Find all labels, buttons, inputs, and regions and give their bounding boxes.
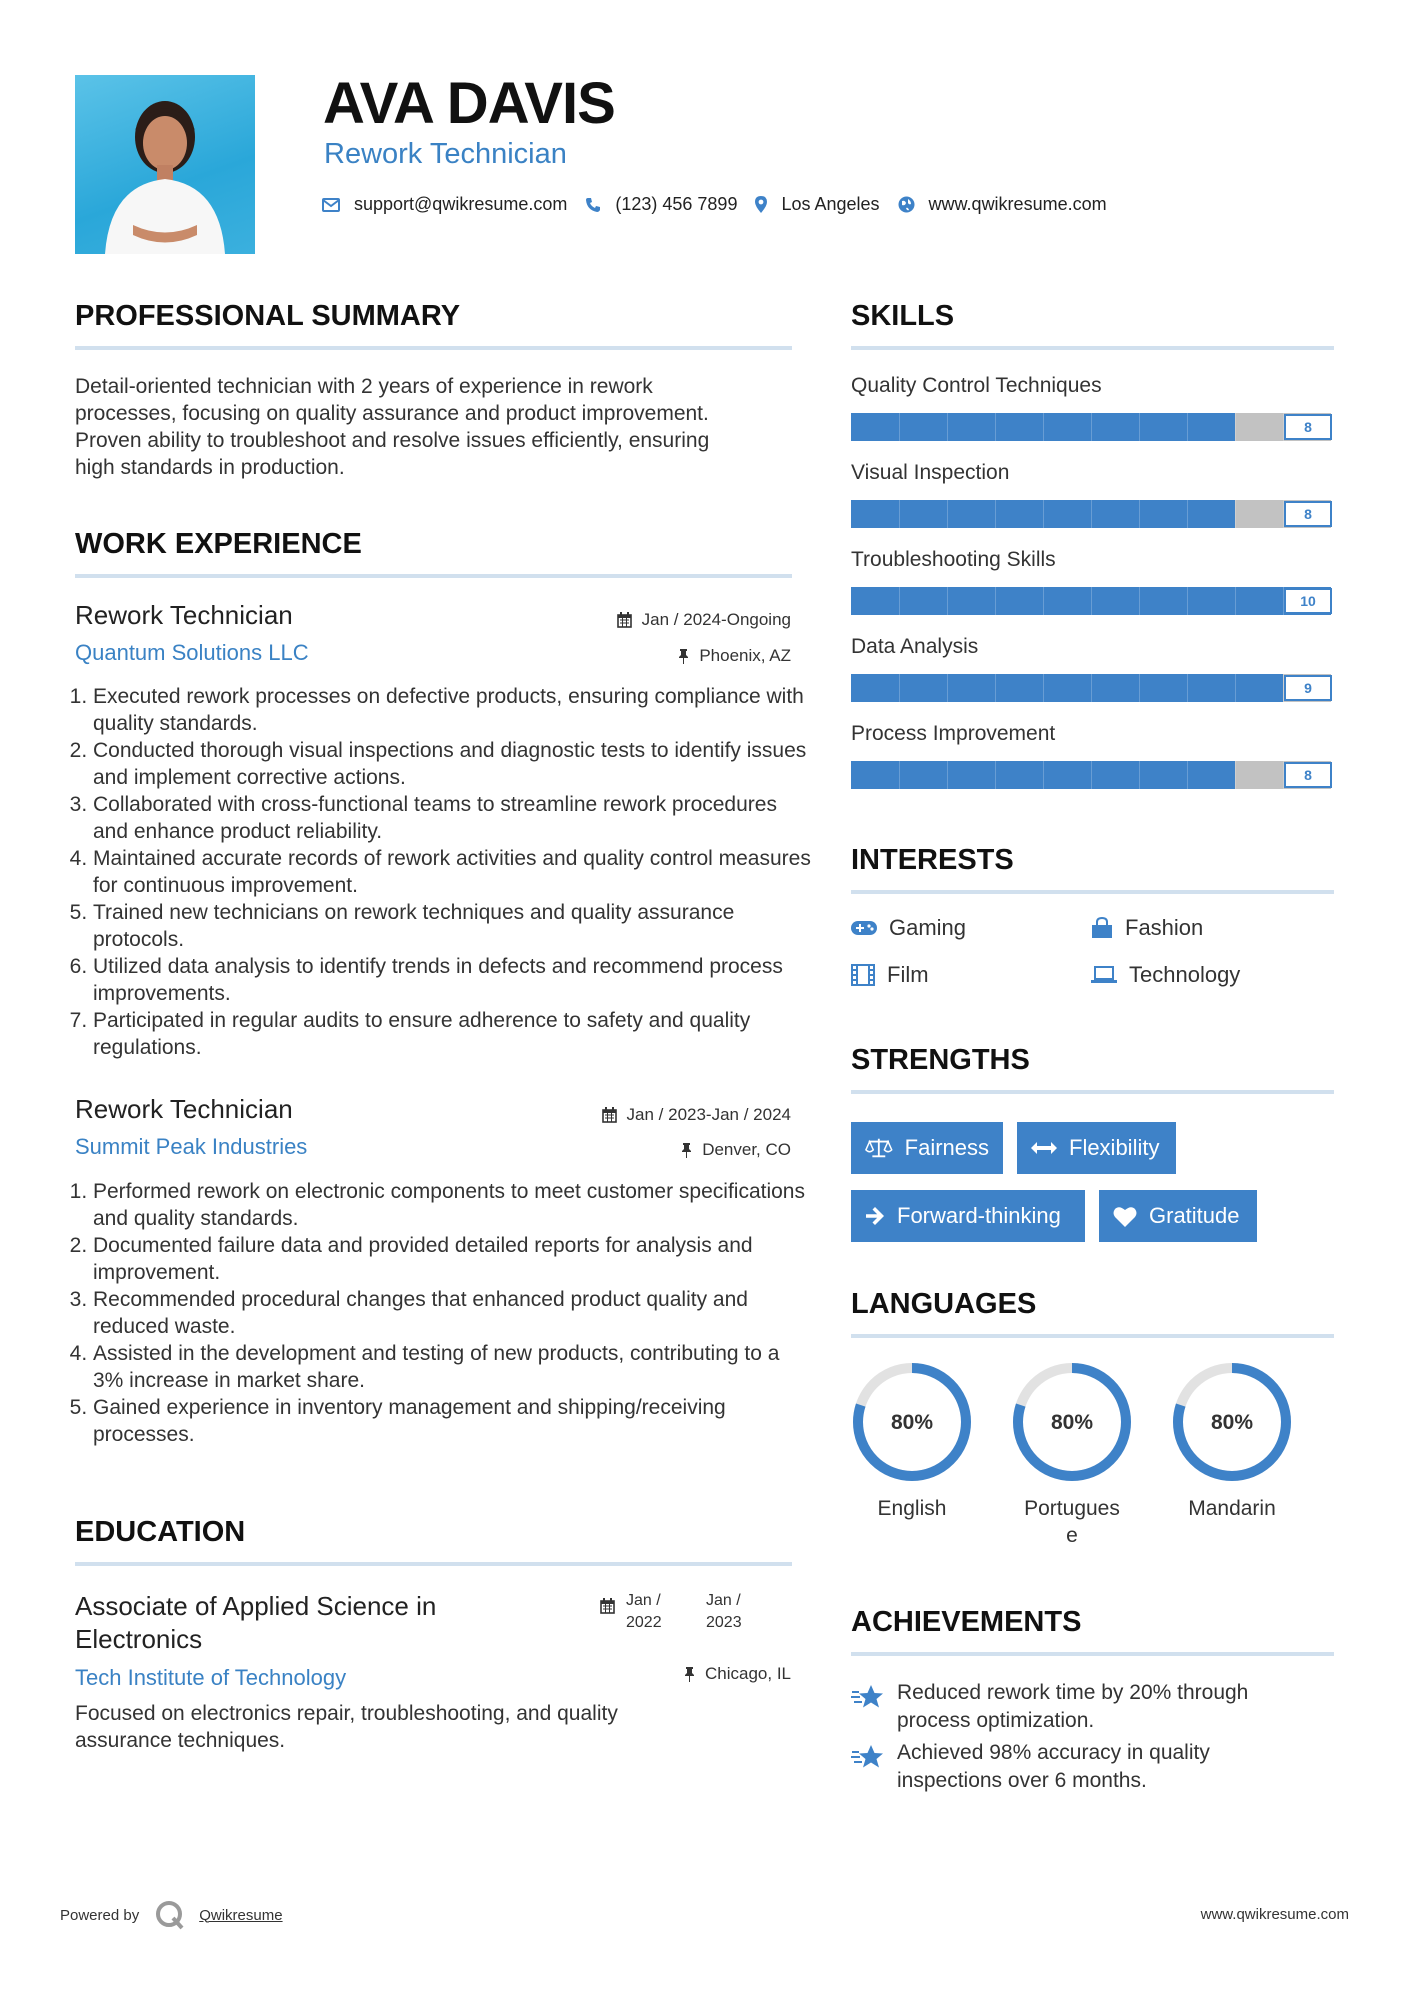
contact-bar (322, 194, 1125, 215)
balance-scale-icon (865, 1137, 893, 1159)
skill-bar-segment (1235, 500, 1236, 528)
pushpin-icon (684, 1667, 695, 1682)
email-text: support@qwikresume.com (354, 194, 568, 214)
arrows-horizontal-icon (1031, 1142, 1057, 1154)
list-item: 2. Conducted thorough visual inspections and diagnostic tests to identify issues and implement corrective actions. (93, 737, 813, 791)
summary-text (75, 373, 709, 481)
skill-bar-segment (1187, 413, 1188, 441)
languages-rule (851, 1334, 1334, 1338)
laptop-icon (1091, 966, 1117, 984)
job-location (678, 646, 791, 666)
interest-label: Technology (1129, 962, 1241, 987)
skill-bar-segment (947, 500, 948, 528)
achievement-text (897, 1679, 1248, 1735)
achievements-rule (851, 1652, 1334, 1656)
skill-bar-segment (1091, 761, 1092, 789)
contact-website[interactable] (898, 194, 1107, 215)
education-location (684, 1664, 791, 1684)
education-rule (75, 1562, 792, 1566)
strength-tag (851, 1122, 1003, 1174)
achievement-item (851, 1739, 1331, 1795)
phone-text: (123) 456 7899 (615, 194, 738, 214)
interest-item (851, 962, 929, 988)
skill-bar-segment (899, 500, 900, 528)
person-portrait-icon (75, 75, 255, 254)
summary-line: high standards in production. (75, 456, 345, 479)
location-text: Los Angeles (781, 194, 880, 214)
education-calendar (600, 1598, 615, 1619)
pushpin-icon (681, 1143, 692, 1158)
strength-tag (1017, 1122, 1176, 1174)
achievement-item (851, 1679, 1331, 1735)
interest-label: Fashion (1125, 915, 1204, 940)
skill-bar-segment (1139, 761, 1140, 789)
education-desc-line: Focused on electronics repair, troubleshooting, and quality (75, 1702, 618, 1725)
website-text: www.qwikresume.com (928, 194, 1107, 214)
interests-heading: INTERESTS (851, 844, 1014, 876)
education-start-month: Jan / (626, 1592, 661, 1609)
footer-website[interactable]: www.qwikresume.com (1200, 1906, 1349, 1923)
language-name-line: e (1066, 1524, 1078, 1547)
job-date (602, 1105, 791, 1125)
skill-level-badge: 8 (1284, 414, 1332, 440)
contact-location (755, 194, 879, 215)
education-location-text: Chicago, IL (705, 1664, 791, 1683)
skill-level-badge: 9 (1284, 675, 1332, 701)
education-description (75, 1700, 618, 1754)
job-responsibilities (75, 1178, 813, 1448)
company-name: Quantum Solutions LLC (75, 640, 309, 665)
school-name: Tech Institute of Technology (75, 1665, 347, 1690)
calendar-icon (617, 612, 632, 628)
star-speed-icon (851, 1743, 885, 1771)
skills-heading: SKILLS (851, 300, 955, 332)
language-name (1172, 1495, 1292, 1522)
language-progress-ring (1169, 1359, 1295, 1485)
interest-item (1091, 915, 1203, 941)
arrow-right-icon (865, 1206, 885, 1226)
skill-bar-segment (899, 674, 900, 702)
list-item: 4. Assisted in the development and testing of new products, contributing to a 3% increase in market share. (93, 1340, 813, 1394)
education-start-year: 2022 (626, 1614, 662, 1631)
degree-line: Associate of Applied Science in (75, 1591, 437, 1621)
pushpin-icon (678, 649, 689, 664)
skill-bar-segment (1091, 674, 1092, 702)
summary-rule (75, 346, 792, 350)
strength-label: Flexibility (1069, 1135, 1160, 1160)
education-heading: EDUCATION (75, 1516, 246, 1548)
skill-bar-segment (1091, 413, 1092, 441)
strength-label: Fairness (904, 1135, 989, 1160)
interest-label: Film (887, 962, 929, 987)
skill-name: Visual Inspection (851, 461, 1010, 484)
list-item: 3. Recommended procedural changes that enhanced product quality and reduced waste. (93, 1286, 813, 1340)
experience-heading: WORK EXPERIENCE (75, 528, 362, 560)
language-percent: 80% (1050, 1411, 1094, 1434)
language-name-line: English (877, 1497, 947, 1520)
calendar-icon (602, 1107, 617, 1123)
star-speed-icon (851, 1683, 885, 1711)
skill-bar-segment (995, 761, 996, 789)
education-start-date (626, 1590, 662, 1634)
list-item: 1. Performed rework on electronic components to meet customer specifications and quality standards. (93, 1178, 813, 1232)
skill-bar-segment (1187, 761, 1188, 789)
skill-bar (851, 500, 1331, 528)
strengths-rule (851, 1090, 1334, 1094)
education-end-date (706, 1590, 742, 1634)
strength-label: Forward-thinking (897, 1203, 1061, 1228)
language-percent: 80% (1210, 1411, 1254, 1434)
achievement-line: process optimization. (897, 1709, 1095, 1732)
skill-bar (851, 413, 1331, 441)
language-percent: 80% (890, 1411, 934, 1434)
list-item: 4. Maintained accurate records of rework activities and quality control measures for continuous improvement. (93, 845, 813, 899)
skill-level-badge: 8 (1284, 501, 1332, 527)
skill-bar-segment (947, 413, 948, 441)
education-desc-line: assurance techniques. (75, 1729, 286, 1752)
achievement-line: Achieved 98% accuracy in quality (897, 1741, 1210, 1764)
languages-heading: LANGUAGES (851, 1288, 1037, 1320)
qwikresume-logo-icon (155, 1900, 185, 1930)
contact-email[interactable] (322, 194, 567, 215)
skill-name: Data Analysis (851, 635, 979, 658)
contact-phone[interactable] (585, 194, 737, 215)
interests-rule (851, 890, 1334, 894)
skill-bar-segment (995, 413, 996, 441)
job-location (681, 1140, 791, 1160)
list-item: 3. Collaborated with cross-functional teams to streamline rework procedures and enhance product reliability. (93, 791, 813, 845)
skill-bar-segment (1139, 413, 1140, 441)
job-responsibilities (75, 683, 813, 1061)
skill-bar-segment (1187, 587, 1188, 615)
education-end-year: 2023 (706, 1614, 742, 1631)
skill-bar-fill (851, 674, 1283, 702)
skill-bar-segment (1187, 674, 1188, 702)
achievements-heading: ACHIEVEMENTS (851, 1606, 1082, 1638)
skill-name: Process Improvement (851, 722, 1056, 745)
skill-level-badge: 8 (1284, 762, 1332, 788)
candidate-role: Rework Technician (324, 138, 567, 170)
language-progress-ring (1009, 1359, 1135, 1485)
calendar-icon (600, 1598, 615, 1614)
language-name (852, 1495, 972, 1522)
language-progress-ring (849, 1359, 975, 1485)
skill-bar-segment (1091, 587, 1092, 615)
job-date-text: Jan / 2023-Jan / 2024 (626, 1105, 791, 1124)
skill-bar-segment (899, 761, 900, 789)
job-title: Rework Technician (75, 1094, 293, 1124)
footer-powered-by (60, 1900, 283, 1930)
profile-photo (75, 75, 255, 254)
skill-bar-segment (1043, 761, 1044, 789)
list-item: 1. Executed rework processes on defective products, ensuring compliance with quality standards. (93, 683, 813, 737)
education-end-month: Jan / (706, 1592, 741, 1609)
skill-bar-segment (995, 674, 996, 702)
skill-bar-segment (947, 587, 948, 615)
film-icon (851, 964, 875, 986)
degree-line: Electronics (75, 1624, 203, 1654)
strength-tag (1099, 1190, 1257, 1242)
experience-rule (75, 574, 792, 578)
list-item: 5. Trained new technicians on rework techniques and quality assurance protocols. (93, 899, 813, 953)
skill-bar (851, 761, 1331, 789)
strength-tag (851, 1190, 1085, 1242)
skill-name: Troubleshooting Skills (851, 548, 1056, 571)
skill-bar (851, 587, 1331, 615)
skill-bar-segment (899, 587, 900, 615)
brand-link[interactable]: Qwikresume (199, 1906, 283, 1924)
candidate-name: AVA DAVIS (323, 71, 615, 136)
achievement-text (897, 1739, 1210, 1795)
summary-line: Proven ability to troubleshoot and resolve issues efficiently, ensuring (75, 429, 710, 452)
skill-bar-segment (1043, 674, 1044, 702)
skill-bar-segment (1043, 587, 1044, 615)
job-title: Rework Technician (75, 600, 293, 630)
job-date (617, 610, 791, 630)
achievement-line: inspections over 6 months. (897, 1769, 1147, 1792)
skill-bar-segment (1091, 500, 1092, 528)
list-item: 2. Documented failure data and provided detailed reports for analysis and improvement. (93, 1232, 813, 1286)
language-name-line: Mandarin (1188, 1497, 1276, 1520)
skill-name: Quality Control Techniques (851, 374, 1102, 397)
job-location-text: Phoenix, AZ (699, 646, 791, 665)
skill-bar-segment (995, 500, 996, 528)
language-ring (1009, 1359, 1135, 1490)
summary-heading: PROFESSIONAL SUMMARY (75, 300, 461, 332)
list-item: 7. Participated in regular audits to ensure adherence to safety and quality regulations. (93, 1007, 813, 1061)
list-item: 5. Gained experience in inventory management and shipping/receiving processes. (93, 1394, 813, 1448)
interest-item (1091, 962, 1240, 988)
language-name (1012, 1495, 1132, 1549)
job-location-text: Denver, CO (702, 1140, 791, 1159)
powered-by-text: Powered by (60, 1906, 140, 1924)
shopping-bag-icon (1091, 917, 1113, 939)
skill-bar-segment (1043, 500, 1044, 528)
job-date-text: Jan / 2024-Ongoing (641, 610, 791, 629)
company-name: Summit Peak Industries (75, 1134, 308, 1159)
skill-bar-segment (1139, 500, 1140, 528)
skill-bar-segment (1139, 674, 1140, 702)
strengths-heading: STRENGTHS (851, 1044, 1030, 1076)
summary-line: processes, focusing on quality assurance and product improvement. (75, 402, 709, 425)
globe-icon (898, 196, 915, 213)
heart-icon (1113, 1206, 1137, 1227)
skill-bar-segment (947, 674, 948, 702)
skill-bar (851, 674, 1331, 702)
skill-bar-segment (1235, 674, 1236, 702)
skill-level-badge: 10 (1284, 588, 1332, 614)
degree-title (75, 1590, 436, 1656)
summary-line: Detail-oriented technician with 2 years of experience in rework (75, 375, 653, 398)
skill-bar-segment (1235, 761, 1236, 789)
phone-icon (585, 197, 601, 213)
skill-bar-segment (1235, 587, 1236, 615)
language-name-line: Portugues (1024, 1497, 1120, 1520)
skill-bar-segment (1187, 500, 1188, 528)
skill-bar-segment (1235, 413, 1236, 441)
language-ring (849, 1359, 975, 1490)
interest-item (851, 915, 966, 941)
map-pin-icon (755, 196, 767, 213)
strength-label: Gratitude (1149, 1203, 1240, 1228)
gamepad-icon (851, 920, 877, 936)
skill-bar-segment (899, 413, 900, 441)
skill-bar-segment (947, 761, 948, 789)
language-ring (1169, 1359, 1295, 1490)
interest-label: Gaming (889, 915, 967, 940)
skills-rule (851, 346, 1334, 350)
skill-bar-segment (1139, 587, 1140, 615)
skill-bar-segment (995, 587, 996, 615)
envelope-icon (322, 198, 340, 212)
achievement-line: Reduced rework time by 20% through (897, 1681, 1249, 1704)
list-item: 6. Utilized data analysis to identify trends in defects and recommend process improvements. (93, 953, 813, 1007)
skill-bar-segment (1043, 413, 1044, 441)
